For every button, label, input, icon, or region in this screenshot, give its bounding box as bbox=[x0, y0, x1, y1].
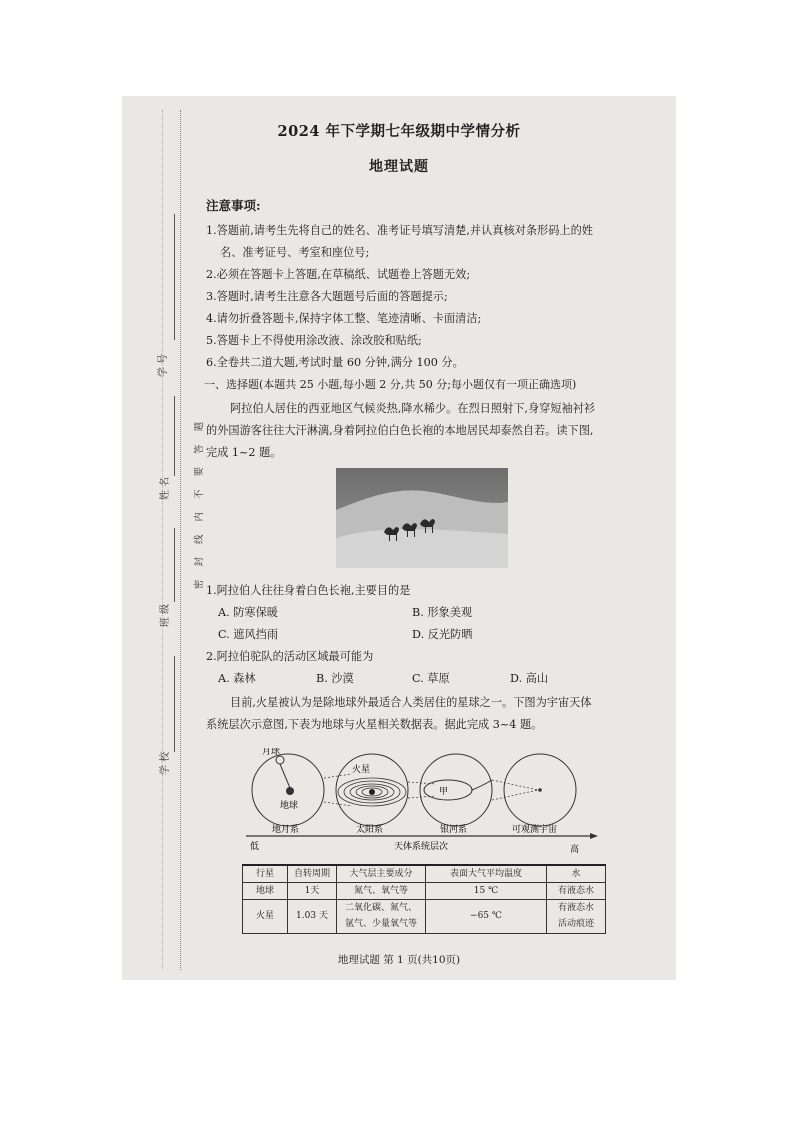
table-header: 大气层主要成分 bbox=[337, 865, 426, 883]
earth-moon-system-label: 地月系 bbox=[272, 825, 300, 835]
observable-universe-label: 可观测宇宙 bbox=[512, 825, 558, 835]
q1-option-c[interactable]: C. 遮风挡雨 bbox=[218, 628, 279, 641]
notice-item: 1.答题前,请考生先将自己的姓名、准考证号填写清楚,并认真核对条形码上的姓 bbox=[206, 224, 593, 237]
school-blank bbox=[174, 656, 175, 752]
school-label: 学 校 bbox=[160, 751, 172, 776]
table-cell: 1.03 天 bbox=[288, 900, 337, 933]
section-heading: 一、选择题(本题共 25 小题,每小题 2 分,共 50 分;每小题仅有一项正确选项) bbox=[204, 378, 577, 391]
solar-system-label: 太阳系 bbox=[356, 825, 384, 835]
name-label: 姓 名 bbox=[160, 476, 172, 501]
moon-label: 月球 bbox=[262, 748, 281, 757]
axis-low-label: 低 bbox=[250, 842, 260, 852]
table-cell: 15 ℃ bbox=[426, 883, 547, 900]
table-header: 表面大气平均温度 bbox=[426, 865, 547, 883]
notice-item: 名、准考证号、考室和座位号; bbox=[220, 246, 370, 259]
q1-option-a[interactable]: A. 防寒保暖 bbox=[218, 606, 278, 619]
table-cell: 有液态水 bbox=[547, 900, 606, 917]
table-cell: 有液态水 bbox=[547, 883, 606, 900]
table-cell: 活动痕迹 bbox=[547, 916, 606, 933]
table-header: 自转周期 bbox=[288, 865, 337, 883]
question-2-stem: 2.阿拉伯驼队的活动区域最可能为 bbox=[206, 650, 374, 663]
sun-position-label: 甲 bbox=[439, 787, 449, 797]
class-blank bbox=[174, 528, 175, 602]
name-blank bbox=[174, 396, 175, 476]
notice-item: 2.必须在答题卡上答题,在草稿纸、试题卷上答题无效; bbox=[206, 268, 471, 281]
axis-title: 天体系统层次 bbox=[394, 842, 449, 852]
passage-line: 系统层次示意图,下表为地球与火星相关数据表。据此完成 3~4 题。 bbox=[206, 718, 543, 731]
page-footer: 地理试题 第 1 页(共10页) bbox=[337, 954, 461, 966]
table-row bbox=[243, 883, 606, 900]
table-cell: 氩气、少量氧气等 bbox=[337, 916, 426, 933]
axis-high-label: 高 bbox=[570, 845, 580, 855]
milky-way-label: 银河系 bbox=[440, 825, 468, 835]
question-1-stem: 1.阿拉伯人往往身着白色长袍,主要目的是 bbox=[206, 584, 411, 597]
earth-label: 地球 bbox=[280, 801, 299, 811]
student-no-blank bbox=[174, 214, 175, 340]
table-cell: 火星 bbox=[243, 900, 288, 933]
notice-item: 6.全卷共二道大题,考试时量 60 分钟,满分 100 分。 bbox=[206, 356, 464, 369]
table-header: 行星 bbox=[243, 865, 288, 883]
table-cell: −65 ℃ bbox=[426, 900, 547, 933]
q2-option-a[interactable]: A. 森林 bbox=[218, 672, 256, 685]
fold-line bbox=[162, 110, 163, 970]
exam-title: 2024 年下学期七年级期中学情分析 bbox=[277, 123, 521, 140]
notice-item: 5.答题卡上不得使用涂改液、涂改胶和贴纸; bbox=[206, 334, 422, 347]
celestial-system-diagram bbox=[240, 748, 600, 856]
q2-option-d[interactable]: D. 高山 bbox=[510, 672, 549, 685]
q2-option-c[interactable]: C. 草原 bbox=[412, 672, 450, 685]
notice-item: 4.请勿折叠答题卡,保持字体工整、笔迹清晰、卡面清洁; bbox=[206, 312, 482, 325]
exam-subject: 地理试题 bbox=[369, 159, 429, 175]
student-no-label: 学 号 bbox=[158, 353, 170, 378]
q1-option-b[interactable]: B. 形象美观 bbox=[412, 606, 473, 619]
seal-warning: 密 封 线 内 不 要 答 题 bbox=[194, 416, 206, 590]
q1-option-d[interactable]: D. 反光防晒 bbox=[412, 628, 473, 641]
table-cell: 氮气、氧气等 bbox=[337, 883, 426, 900]
desert-camel-photo bbox=[336, 468, 508, 568]
mars-label: 火星 bbox=[352, 765, 371, 775]
notice-item: 3.答题时,请考生注意各大题题号后面的答题提示; bbox=[206, 290, 448, 303]
passage-line: 完成 1~2 题。 bbox=[206, 446, 282, 459]
passage-line: 阿拉伯人居住的西亚地区气候炎热,降水稀少。在烈日照射下,身穿短袖衬衫 bbox=[230, 402, 596, 415]
seal-line bbox=[180, 110, 181, 970]
table-row bbox=[243, 900, 606, 917]
table-cell: 1天 bbox=[288, 883, 337, 900]
passage-line: 的外国游客往往大汗淋漓,身着阿拉伯白色长袍的本地居民却泰然自若。读下图, bbox=[206, 424, 594, 437]
exam-page bbox=[122, 96, 676, 980]
planet-data-table bbox=[242, 864, 606, 934]
class-label: 班 级 bbox=[160, 603, 172, 628]
table-cell: 二氧化碳、氮气、 bbox=[337, 900, 426, 917]
notice-heading: 注意事项: bbox=[206, 198, 261, 213]
q2-option-b[interactable]: B. 沙漠 bbox=[316, 672, 354, 685]
table-cell: 地球 bbox=[243, 883, 288, 900]
table-header: 水 bbox=[547, 865, 606, 883]
passage-line: 目前,火星被认为是除地球外最适合人类居住的星球之一。下图为宇宙天体 bbox=[230, 696, 592, 709]
